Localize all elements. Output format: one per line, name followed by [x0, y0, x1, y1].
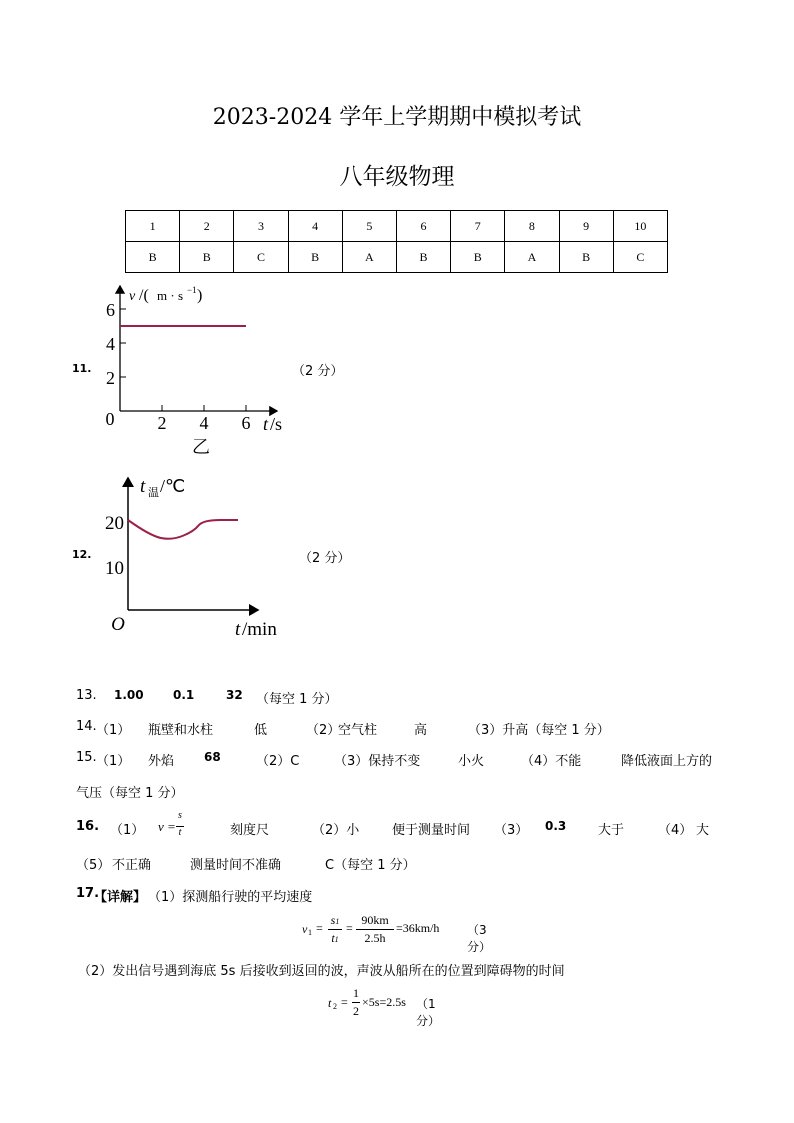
- y-axis-unit-exponent: −1: [187, 285, 197, 295]
- formula-numerator: s: [178, 810, 182, 821]
- x-tick-label: 4: [199, 413, 209, 433]
- table-cell: B: [288, 242, 342, 273]
- fraction-bar: [328, 929, 342, 930]
- answer-value: 小火: [458, 754, 485, 769]
- formula-lhs: v: [302, 922, 308, 936]
- temperature-series-line: [128, 520, 238, 539]
- table-cell: A: [505, 242, 559, 273]
- velocity-time-graph: [95, 280, 295, 460]
- answer-value: 1.00: [114, 688, 144, 702]
- answer-table-answer-row: [126, 242, 668, 273]
- y-axis-unit-close: ): [197, 287, 203, 304]
- formula-subscript: 2: [333, 1002, 337, 1011]
- answer-table-number-row: [126, 211, 668, 242]
- part-label: （4）不能: [521, 754, 582, 769]
- part-text: （1）探测船行驶的平均速度: [148, 890, 313, 905]
- formula-denominator: [328, 931, 342, 946]
- fraction-bar: [352, 1002, 360, 1003]
- answer-value: 测量时间不准确: [190, 858, 282, 873]
- table-cell: 9: [559, 211, 613, 242]
- solution-tag: 【详解】: [94, 890, 147, 905]
- question-number: 16.: [76, 819, 100, 834]
- part-text: （2）发出信号遇到海底 5s 后接收到返回的波，声波从船所在的位置到障碍物的时间: [78, 964, 565, 979]
- y-tick-label: 20: [105, 513, 124, 534]
- table-cell: B: [451, 242, 505, 273]
- formula-numerator: [328, 913, 342, 928]
- formula-numerator: 90km: [361, 913, 389, 927]
- question-number: 17.: [76, 886, 100, 901]
- answer-value: 大: [696, 823, 710, 838]
- numerator-subscript: 1: [335, 917, 340, 926]
- question-number: 12.: [72, 548, 92, 561]
- answer-value: 高: [414, 723, 428, 738]
- answer-value: 便于测量时间: [392, 823, 471, 838]
- table-cell: C: [234, 242, 288, 273]
- answer-value: 瓶壁和水柱: [148, 723, 214, 738]
- formula-result: =36km/h: [396, 921, 440, 935]
- table-cell: 7: [451, 211, 505, 242]
- table-cell: A: [342, 242, 396, 273]
- formula-score: （1 分）: [416, 997, 441, 1028]
- part-label: （3）: [494, 823, 529, 838]
- answer-value: 32: [226, 688, 243, 702]
- table-cell: 8: [505, 211, 559, 242]
- x-tick-label: 2: [157, 413, 167, 433]
- table-cell: 2: [180, 211, 234, 242]
- question-score: （2 分）: [292, 364, 344, 379]
- formula-result: ×5s=2.5s: [362, 995, 406, 1009]
- answer-value: 大于: [598, 823, 625, 838]
- formula-subscript: 1: [308, 928, 312, 937]
- question-score: （2 分）: [299, 551, 351, 566]
- answer-value: 68: [204, 750, 221, 764]
- x-axis-label: t: [235, 619, 241, 640]
- formula-lhs: v =: [158, 819, 176, 834]
- page-subtitle: 八年级物理: [339, 164, 455, 190]
- y-tick-label: 10: [105, 558, 124, 579]
- answer-value: 降低液面上方的: [621, 754, 713, 769]
- answer-value: 外焰: [148, 754, 175, 769]
- x-axis-label: t: [263, 414, 269, 434]
- part-label: （4）: [658, 823, 693, 838]
- question-number: 11.: [72, 362, 92, 375]
- y-axis-unit: m · s: [157, 288, 183, 303]
- part-label: （1）: [96, 723, 131, 738]
- y-tick-label: 4: [106, 334, 115, 354]
- table-cell: B: [180, 242, 234, 273]
- equals-sign: =: [316, 921, 323, 935]
- part-label: （5）: [76, 858, 111, 873]
- graph-caption: 乙: [192, 437, 210, 457]
- part-label: （2）小: [312, 823, 360, 838]
- table-cell: 3: [234, 211, 288, 242]
- table-cell: C: [613, 242, 667, 273]
- part-label: （1）: [96, 754, 131, 769]
- y-axis-unit-open: /(: [139, 287, 149, 304]
- table-cell: 5: [342, 211, 396, 242]
- equals-sign: =: [341, 995, 348, 1009]
- formula-lhs: t: [328, 996, 332, 1010]
- answer-value: 0.3: [545, 819, 567, 833]
- y-axis-unit: /℃: [160, 476, 186, 496]
- formula-denominator: t: [178, 827, 182, 838]
- question-number: 14.: [76, 719, 97, 734]
- y-axis-subscript: 温: [148, 487, 159, 499]
- table-cell: B: [396, 242, 450, 273]
- origin-label: 0: [105, 409, 115, 429]
- formula-denominator: 2.5h: [364, 931, 386, 945]
- formula-numerator: 1: [353, 986, 359, 1000]
- fraction-bar: [356, 929, 394, 930]
- answer-value: 空气柱: [338, 723, 378, 738]
- table-cell: 6: [396, 211, 450, 242]
- table-cell: 1: [126, 211, 180, 242]
- answer-value: C（每空 1 分）: [325, 858, 416, 873]
- table-cell: B: [559, 242, 613, 273]
- score-note: （每空 1 分）: [256, 692, 338, 707]
- formula-denominator: 2: [353, 1004, 359, 1018]
- question-number: 15.: [76, 750, 97, 765]
- table-cell: B: [126, 242, 180, 273]
- y-axis-label: t: [140, 476, 146, 497]
- answer-value: 不正确: [112, 858, 152, 873]
- answer-value: 刻度尺: [230, 823, 270, 838]
- question-number: 13.: [76, 688, 97, 703]
- answer-value: 0.1: [173, 688, 195, 702]
- part-label: （3）保持不变: [334, 754, 421, 769]
- x-axis-unit: /s: [270, 414, 283, 434]
- denominator-symbol: t: [331, 931, 335, 945]
- numerator-symbol: s: [330, 913, 336, 927]
- formula-score: （3 分）: [467, 923, 492, 954]
- x-axis-unit: /min: [242, 619, 277, 640]
- origin-label: O: [111, 614, 125, 635]
- y-tick-label: 6: [106, 300, 115, 320]
- y-axis-label: v: [129, 289, 136, 304]
- temperature-time-graph: [98, 470, 298, 645]
- answer-table: [125, 210, 668, 273]
- part-label: （3）升高（每空 1 分）: [468, 723, 610, 738]
- answer-value: 气压（每空 1 分）: [76, 786, 184, 801]
- denominator-subscript: 1: [334, 935, 339, 944]
- table-cell: 4: [288, 211, 342, 242]
- part-label: （1）: [110, 823, 145, 838]
- table-cell: 10: [613, 211, 667, 242]
- part-label: （2）C: [256, 754, 300, 769]
- equals-sign: =: [346, 921, 353, 935]
- part-label: （2）: [306, 723, 341, 738]
- page-title: 2023-2024 学年上学期期中模拟考试: [212, 105, 582, 130]
- answer-value: 低: [254, 723, 268, 738]
- y-tick-label: 2: [106, 368, 115, 388]
- x-tick-label: 6: [241, 413, 251, 433]
